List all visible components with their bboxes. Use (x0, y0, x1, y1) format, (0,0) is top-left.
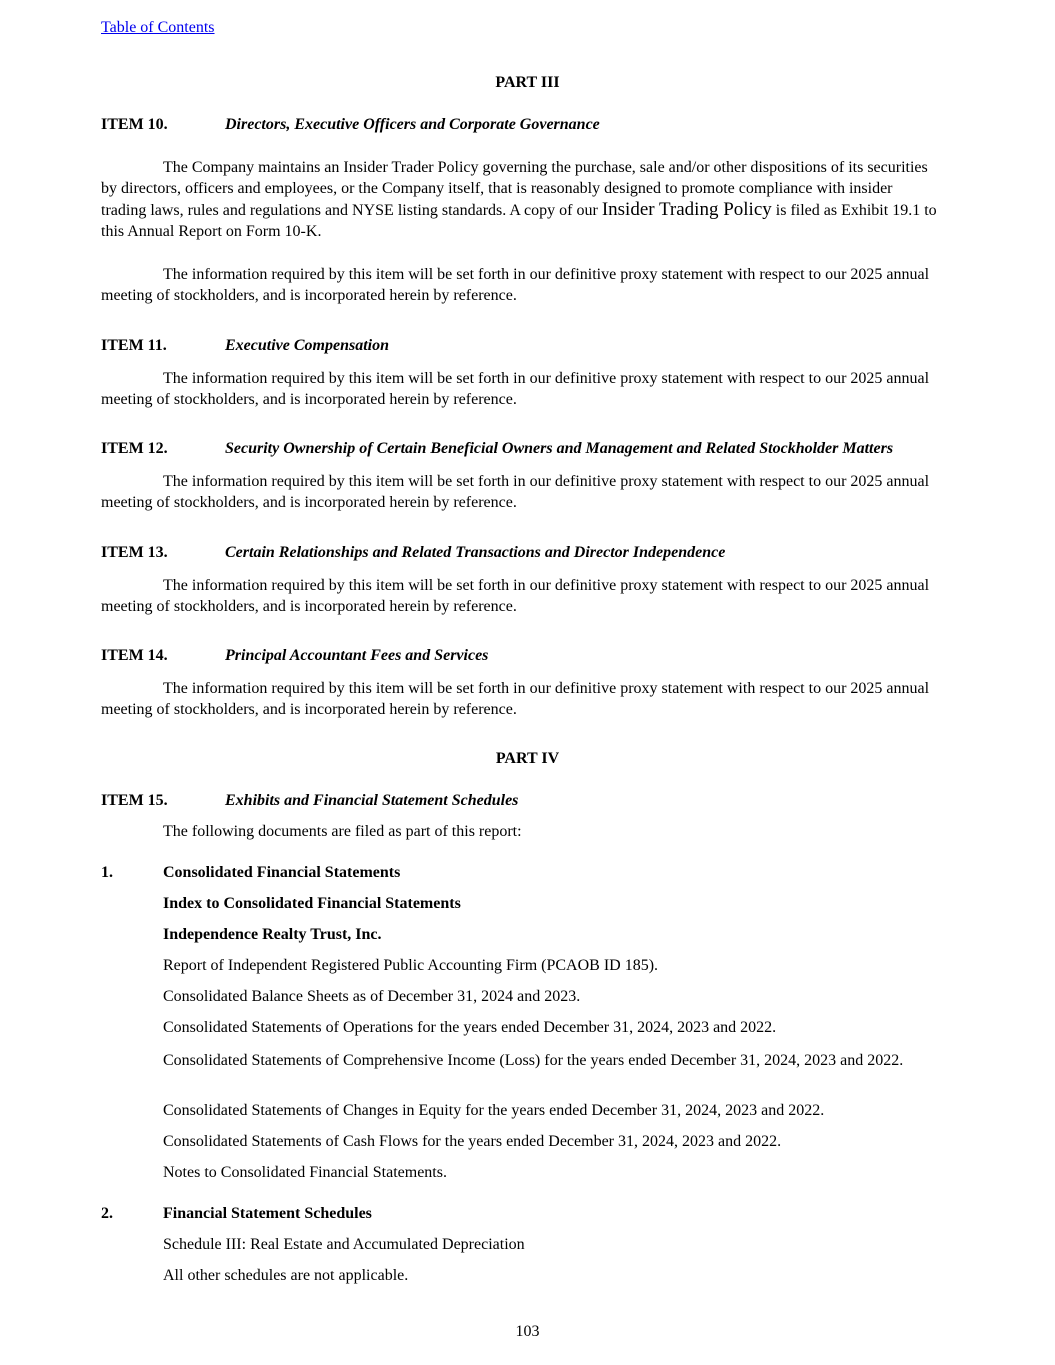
list-1-heading: Consolidated Financial Statements (163, 864, 401, 881)
list-1-subheading-index: Index to Consolidated Financial Statements (163, 895, 461, 912)
item-12-number: ITEM 12. (101, 440, 168, 457)
item-13-paragraph: The information required by this item will be set forth in our definitive proxy statement with respect to our 2025 annual meeting of stockholders, and is incorporated herein by reference. (101, 577, 930, 615)
item-15-title: Exhibits and Financial Statement Schedules (225, 792, 519, 809)
item-10-number: ITEM 10. (101, 116, 168, 133)
item-11-paragraph: The information required by this item will be set forth in our definitive proxy statement with respect to our 2025 annual meeting of stockholders, and is incorporated herein by reference. (101, 370, 930, 408)
item-15-intro: The following documents are filed as part of this report: (163, 823, 522, 840)
part-iii-heading: PART III (495, 74, 560, 91)
item-10-paragraph-2: The information required by this item will be set forth in our definitive proxy statement with respect to our 2025 annual meeting of stockholders, and is incorporated herein by reference. (101, 266, 930, 304)
list-1-item: Consolidated Statements of Comprehensive Income (Loss) for the years ended December 31, 2024, 2023 and 2022. (163, 1052, 904, 1069)
item-14-number: ITEM 14. (101, 647, 168, 664)
item-10-para1-text-end: is filed as Exhibit 19.1 to this Annual Report on Form 10-K. (101, 202, 937, 240)
item-15-number: ITEM 15. (101, 792, 168, 809)
item-13-number: ITEM 13. (101, 544, 168, 561)
list-1-subheading-company: Independence Realty Trust, Inc. (163, 926, 382, 943)
list-2-item: All other schedules are not applicable. (163, 1267, 409, 1284)
list-1-item: Report of Independent Registered Public Accounting Firm (PCAOB ID 185). (163, 957, 659, 974)
part-iv-heading: PART IV (495, 750, 560, 767)
item-14-paragraph: The information required by this item will be set forth in our definitive proxy statement with respect to our 2025 annual meeting of stockholders, and is incorporated herein by reference. (101, 680, 930, 718)
list-1-item: Consolidated Statements of Changes in Equity for the years ended December 31, 2024, 2023 and 2022. (163, 1102, 825, 1119)
list-1-number: 1. (101, 864, 113, 881)
list-1-item: Notes to Consolidated Financial Statements. (163, 1164, 447, 1181)
page-number: 103 (515, 1323, 540, 1340)
list-1-item: Consolidated Statements of Cash Flows for the years ended December 31, 2024, 2023 and 2022. (163, 1133, 782, 1150)
item-12-title: Security Ownership of Certain Beneficial Owners and Management and Related Stockholder Matters (225, 440, 894, 457)
item-11-title: Executive Compensation (225, 337, 389, 354)
item-14-title: Principal Accountant Fees and Services (225, 647, 489, 664)
item-10-para1-text: The Company maintains an Insider Trader Policy governing the purchase, sale and/or other dispositions of its securities by directors, officers and employees, or the Company itself, that is reasonably designed to promote compliance with insider trading laws, rules and regulations and NYSE listing standards. A copy of our (101, 159, 928, 219)
item-10-paragraph-1 (101, 157, 938, 242)
item-10-title: Directors, Executive Officers and Corporate Governance (225, 116, 600, 133)
list-2-heading: Financial Statement Schedules (163, 1205, 372, 1222)
item-12-paragraph: The information required by this item will be set forth in our definitive proxy statement with respect to our 2025 annual meeting of stockholders, and is incorporated herein by reference. (101, 473, 930, 511)
item-11-number: ITEM 11. (101, 337, 167, 354)
insider-trading-policy-text: Insider Trading Policy (601, 199, 772, 220)
list-1-item: Consolidated Statements of Operations for the years ended December 31, 2024, 2023 and 2022. (163, 1019, 777, 1036)
list-1-item: Consolidated Balance Sheets as of December 31, 2024 and 2023. (163, 988, 581, 1005)
list-2-item: Schedule III: Real Estate and Accumulated Depreciation (163, 1236, 525, 1253)
list-2-number: 2. (101, 1205, 113, 1222)
table-of-contents-link[interactable]: Table of Contents (101, 19, 215, 36)
item-13-title: Certain Relationships and Related Transactions and Director Independence (225, 544, 726, 561)
